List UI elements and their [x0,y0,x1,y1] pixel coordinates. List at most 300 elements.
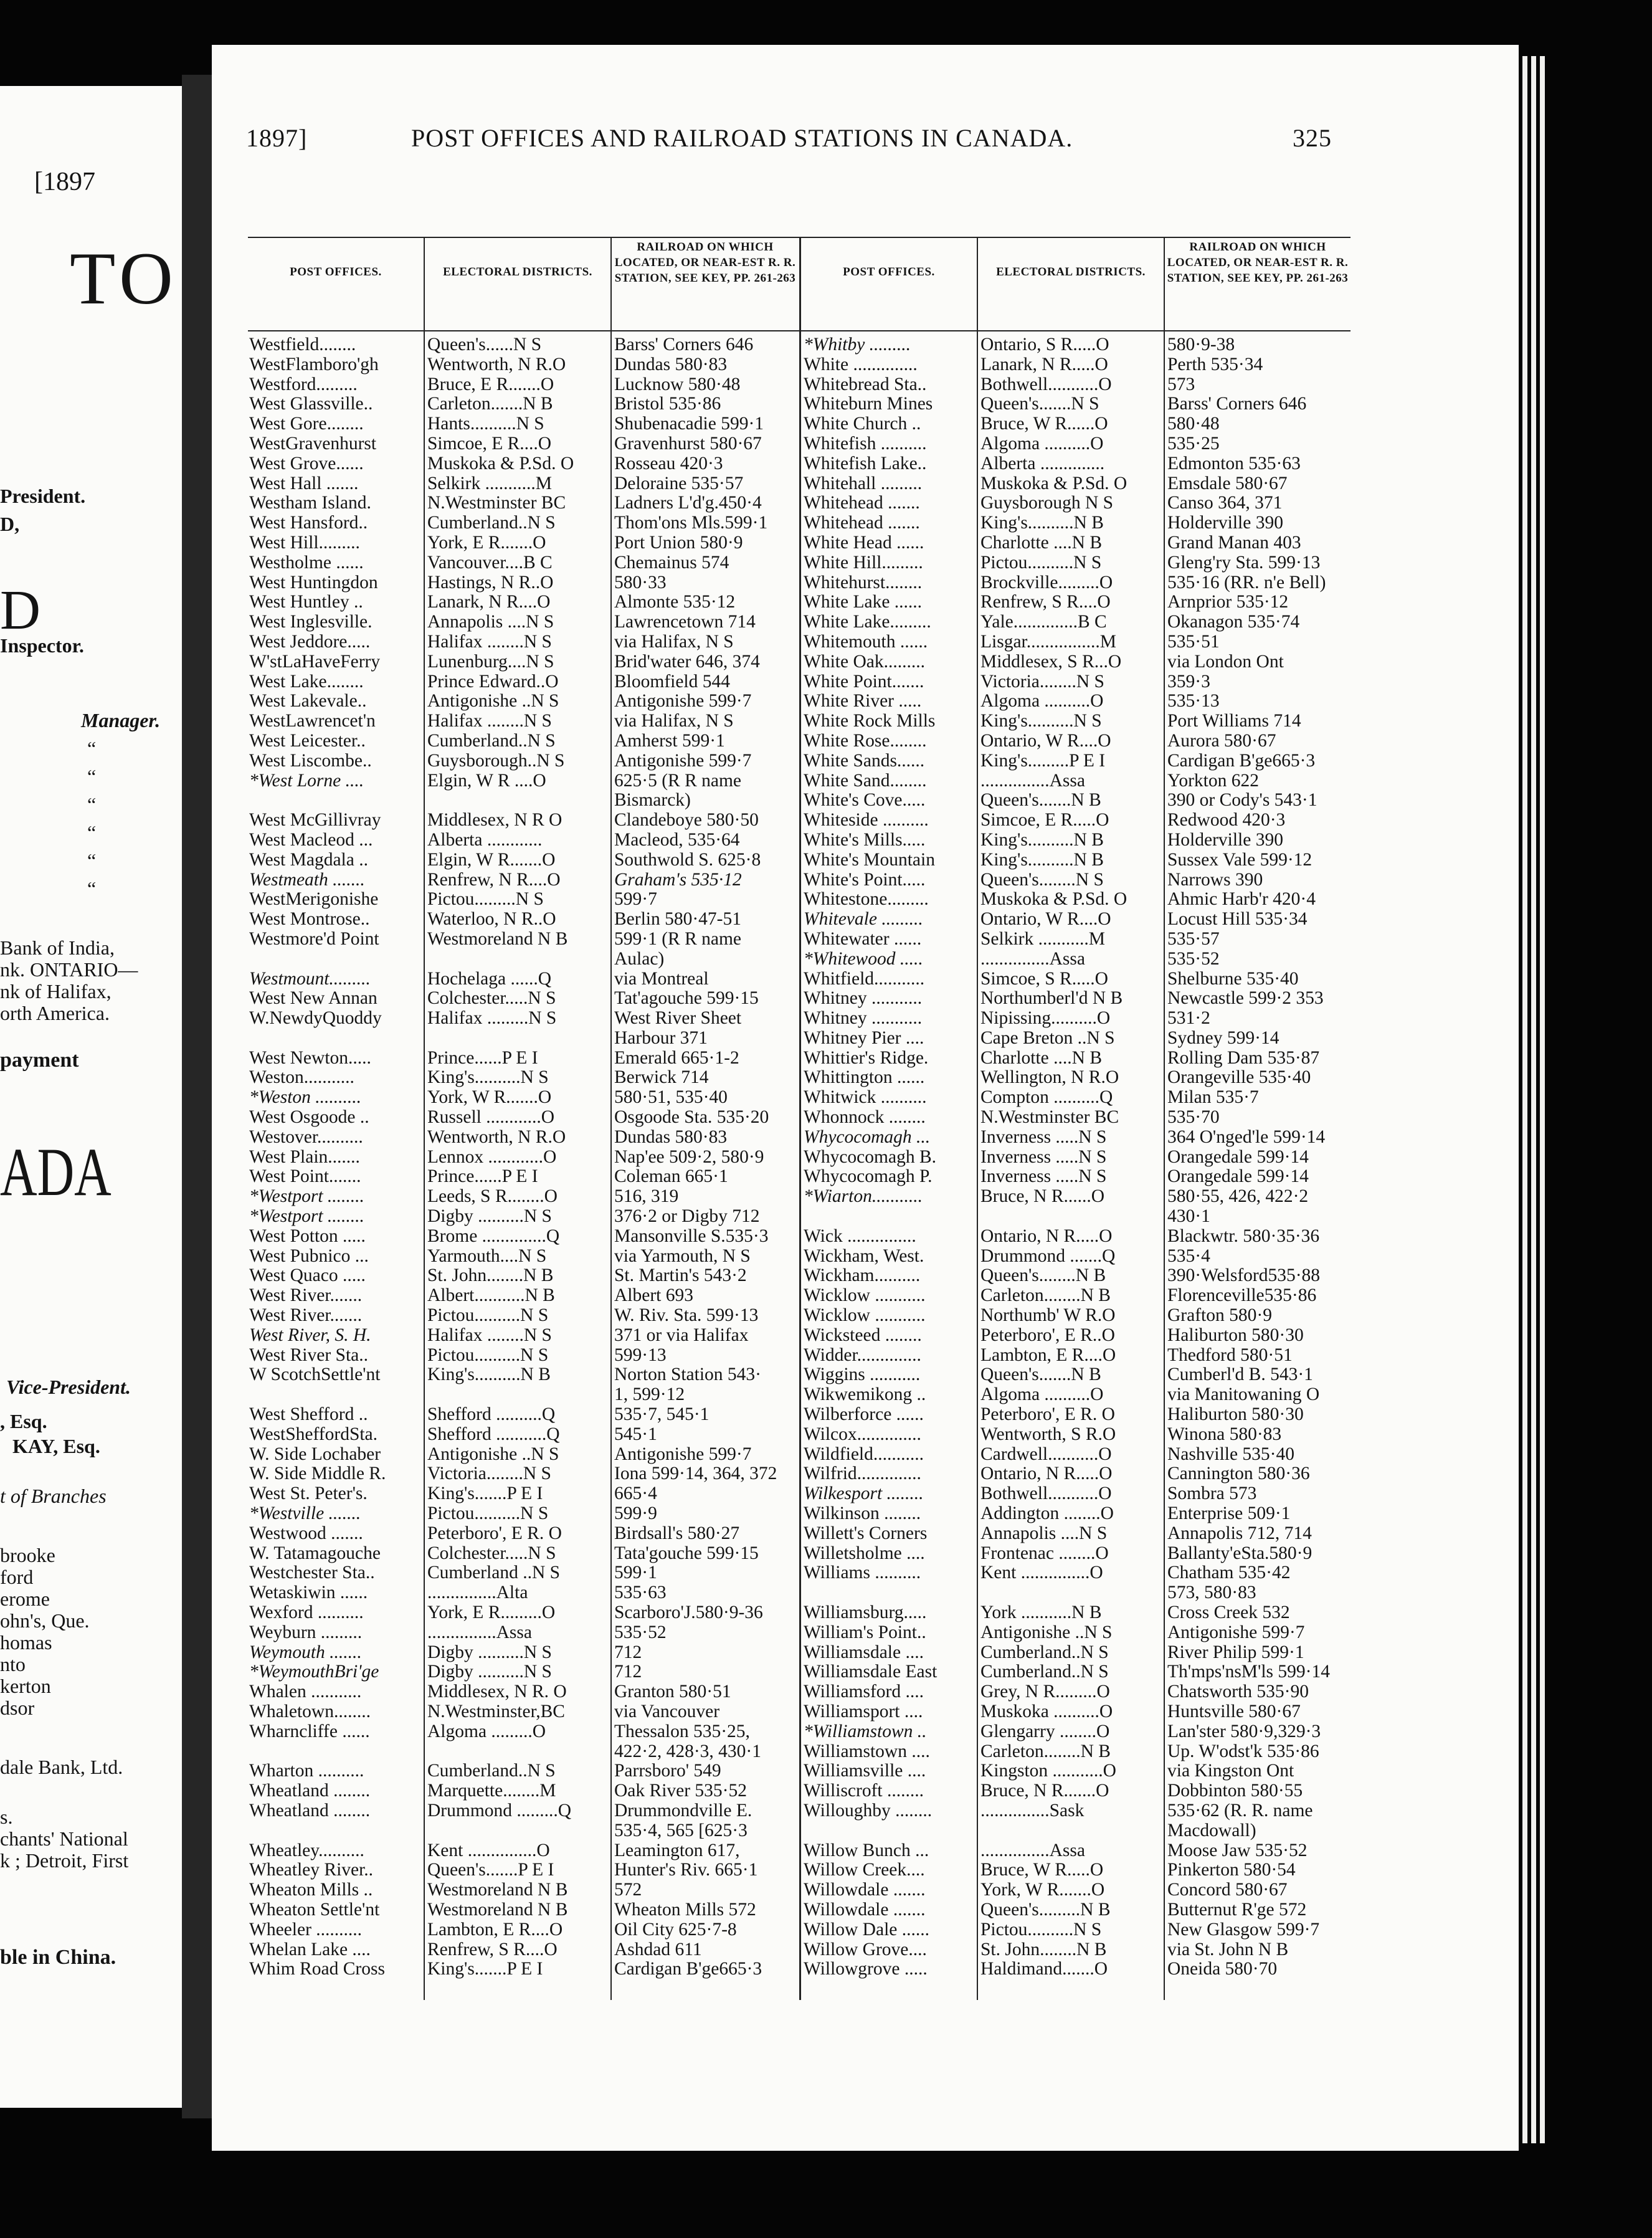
electoral-district [427,1385,609,1405]
railroad-station: Bloomfield 544 [614,672,731,692]
railroad-station: Moose Jaw 535·52 [1167,1840,1308,1860]
left-page-manager: Manager. [81,709,161,731]
railroad-station: Port Williams 714 [1167,712,1301,731]
electoral-district: Algoma ..........O [980,434,1104,454]
railroad-station: 580·9-38 [1167,335,1235,355]
column-rule [977,237,978,2000]
railroad-station: Parrsboro' 549 [614,1761,721,1781]
left-page-year: [1897 [34,168,95,196]
post-office-name: WestGravenhurst [249,434,377,454]
post-office-name: West River, S. H. [249,1325,371,1345]
railroad-station: Aulac) [614,949,665,969]
electoral-district: Halifax ........N S [427,1325,552,1345]
railroad-station: Almonte 535·12 [614,593,736,612]
railroad-station: via Halifax, N S [614,632,734,652]
railroad-station: Chemainus 574 [614,553,729,573]
electoral-district [427,791,609,811]
post-office-name: Williamsburg..... [804,1603,927,1622]
post-office-name: Whonnock ........ [804,1108,926,1128]
railroad-station: 580·48 [1167,414,1220,434]
post-office-name: West Gore........ [249,414,364,434]
electoral-district: Cape Breton ..N S [980,1028,1115,1048]
post-office-name: Williscroft ........ [804,1781,924,1801]
electoral-district: Westmoreland N B [427,1880,568,1900]
railroad-station: 535·4, 565 [625·3 [614,1821,748,1840]
electoral-district: Cumberland..N S [980,1662,1109,1682]
railroad-station: Oil City 625·7-8 [614,1920,737,1940]
post-office-name: Westfield........ [249,335,356,355]
post-office-name: Willett's Corners [804,1523,928,1543]
electoral-district: Middlesex, N R O [427,811,563,831]
post-office-name: Wickham.......... [804,1266,921,1286]
railroad-station: Ashdad 611 [614,1940,702,1959]
electoral-district: Prince......P E I [427,1048,538,1068]
post-office-name: Whitemouth ...... [804,632,928,652]
electoral-district: Antigonishe ..N S [427,692,559,712]
railroad-station: 359·3 [1167,672,1210,692]
electoral-district: Alberta .............. [980,454,1105,474]
electoral-district: Charlotte ....N B [980,1048,1103,1068]
post-office-name: Willowdale ....... [804,1880,926,1900]
electoral-district: Wentworth, N R.O [427,1127,566,1147]
electoral-district: King's.......P E I [427,1484,543,1504]
railroad-station: via London Ont [1167,652,1284,672]
railroad-station: Sussex Vale 599·12 [1167,850,1313,870]
post-office-name: West Quaco ..... [249,1266,366,1286]
post-office-name: Willowgrove ..... [804,1959,928,1979]
left-page-repayment: payment [0,1049,79,1072]
post-office-name: Whitwick .......... [804,1088,927,1108]
railroad-station: Drummondville E. [614,1801,752,1821]
railroad-station: Wheaton Mills 572 [614,1900,756,1920]
railroad-station: Deloraine 535·57 [614,474,744,493]
electoral-district: Peterboro', E R. O [427,1523,562,1543]
post-office-name: WestLawrencet'n [249,712,376,731]
electoral-district: King's..........N B [980,513,1104,533]
post-office-name: *Weston .......... [249,1088,362,1108]
post-office-name: White Church .. [804,414,921,434]
post-office-name: Whitehall ......... [804,474,923,493]
railroad-station: Bristol 535·86 [614,394,721,414]
electoral-district: Victoria........N S [980,672,1104,692]
column-rule [424,237,425,2000]
electoral-district: Annapolis ....N S [980,1523,1108,1543]
electoral-district: N.Westminster,BC [427,1702,565,1721]
railroad-station: 573, 580·83 [1167,1583,1256,1603]
electoral-district: Cumberland..N S [980,1642,1109,1662]
railroad-station: 580·33 [614,573,667,593]
post-office-name: Willowdale ....... [804,1900,926,1920]
post-office-name: Williamstown .... [804,1741,930,1761]
railroad-station: 371 or via Halifax [614,1325,749,1345]
post-office-name: Wick ............... [804,1226,916,1246]
post-office-name: West Inglesville. [249,612,373,632]
post-office-name: Williamsdale .... [804,1642,924,1662]
left-page-bank-line: orth America. [0,1002,110,1024]
post-office-name: Wildfield........... [804,1444,924,1464]
electoral-district: ...............Sask [980,1801,1085,1821]
post-office-name: Whitehead ....... [804,493,920,513]
post-office-name: Wharton .......... [249,1761,364,1781]
post-office-name: West Liscombe.. [249,751,372,771]
post-office-name: Willow Bunch ... [804,1840,929,1860]
electoral-district: Yarmouth....N S [427,1246,547,1266]
railroad-station: via Yarmouth, N S [614,1246,751,1266]
electoral-district: ...............Assa [427,1622,532,1642]
railroad-station: via Montreal [614,969,709,989]
header-year: 1897] [246,124,308,152]
left-page-misc: s. [0,1806,13,1828]
electoral-district: Russell ............O [427,1108,555,1128]
electoral-district: Middlesex, S R...O [980,652,1122,672]
railroad-station: Newcastle 599·2 353 [1167,989,1324,1009]
railroad-station: Chatham 535·42 [1167,1563,1291,1583]
railroad-station: Osgoode Sta. 535·20 [614,1108,769,1128]
railroad-station: Emerald 665·1-2 [614,1048,739,1068]
post-office-name: West Grove...... [249,454,364,474]
header-electoral-districts: ELECTORAL DISTRICTS. [996,265,1146,279]
post-office-name: Wilcox.............. [804,1424,921,1444]
electoral-district: Halifax ........N S [427,632,552,652]
electoral-district: Wentworth, N R.O [427,355,566,374]
electoral-district: Colchester.....N S [427,1543,556,1563]
railroad-station: Locust Hill 535·34 [1167,910,1308,930]
railroad-station: Macleod, 535·64 [614,830,740,850]
railroad-station: 599·13 [614,1345,667,1365]
electoral-district: Leeds, S R........O [427,1187,558,1207]
ditto-mark: “ [87,793,97,816]
railroad-station: Th'mps'nsM'ls 599·14 [1167,1662,1330,1682]
post-office-name: *WeymouthBri'ge [249,1662,379,1682]
post-office-name: Wicklow ........... [804,1306,926,1326]
post-office-name: West Hill......... [249,533,360,553]
post-office-name: Whitestone......... [804,890,929,910]
post-office-name: W.NewdyQuoddy [249,1009,382,1029]
railroad-station: Concord 580·67 [1167,1880,1288,1900]
electoral-district: Ontario, N R.....O [980,1464,1113,1484]
header-post-offices: POST OFFICES. [843,265,935,279]
post-office-name: West Osgoode .. [249,1108,369,1128]
column-rule [1164,237,1165,2000]
column-rule [610,237,612,2000]
post-office-name [249,1385,422,1405]
post-office-name: White's Mountain [804,850,935,870]
electoral-district: Guysborough N S [980,493,1114,513]
post-office-name: Wheatland ........ [249,1781,371,1801]
electoral-district: Halifax ........N S [427,712,552,731]
railroad-station: via Kingston Ont [1167,1761,1294,1781]
post-office-name: West Montrose.. [249,910,370,930]
railroad-station: via Manitowaning O [1167,1385,1320,1405]
electoral-district: Digby ..........N S [427,1642,552,1662]
post-office-name: Wilkinson ........ [804,1504,921,1524]
electoral-district: Simcoe, E R....O [427,434,552,454]
electoral-district: St. John........N B [427,1266,554,1286]
post-office-name: W'stLaHaveFerry [249,652,381,672]
post-office-name: Williamsdale East [804,1662,938,1682]
left-page-branch: kerton [0,1675,51,1697]
railroad-station: Arnprior 535·12 [1167,593,1289,612]
post-office-name: Westmore'd Point [249,929,379,949]
railroad-station: 599·7 [614,890,657,910]
post-office-name: West Potton ..... [249,1226,366,1246]
post-office-name [249,950,422,969]
electoral-district: ...............Alta [427,1583,528,1603]
railroad-station: 376·2 or Digby 712 [614,1207,760,1227]
post-office-name: Wicklow ........... [804,1286,926,1306]
post-office-table [248,237,1351,2000]
left-page-president: President. [0,485,86,507]
electoral-district: Lisgar................M [980,632,1116,652]
railroad-station: Redwood 420·3 [1167,811,1286,831]
left-page-bank-line: nk of Halifax, [0,980,112,1002]
railroad-station: 1, 599·12 [614,1385,685,1405]
railroad-station: Cardigan B'ge665·3 [614,1959,762,1979]
railroad-station: 535·70 [1167,1108,1220,1128]
electoral-district: Annapolis ....N S [427,612,554,632]
electoral-district: Yale..............B C [980,612,1107,632]
post-office-name: W. Side Middle R. [249,1464,386,1484]
left-page-vice-president: Vice-President. [6,1376,131,1398]
ditto-mark: “ [87,765,97,788]
electoral-district: Frontenac ........O [980,1543,1109,1563]
post-office-name: Weyburn ......... [249,1622,363,1642]
post-office-name: West Hall ....... [249,474,359,493]
electoral-district: Algoma .........O [427,1721,546,1741]
electoral-district: Lennox ............O [427,1147,557,1167]
railroad-station: Nashville 535·40 [1167,1444,1295,1464]
railroad-station: Granton 580·51 [614,1682,731,1702]
post-office-name: WestFlamboro'gh [249,355,379,374]
railroad-station: 712 [614,1662,642,1682]
railroad-station: 535·62 (R. R. name [1167,1801,1313,1821]
electoral-district: Peterboro', E R..O [980,1325,1115,1345]
electoral-district: Queen's........N B [980,1266,1106,1286]
post-office-name: Weymouth ....... [249,1642,362,1662]
railroad-station: Tata'gouche 599·15 [614,1543,759,1563]
post-office-name: West Macleod ... [249,830,373,850]
electoral-district: Northumberl'd N B [980,989,1123,1009]
electoral-district: Bruce, W R.....O [980,1860,1104,1880]
electoral-district: Queen's.........N B [980,1900,1111,1920]
post-office-name: Whittier's Ridge. [804,1048,929,1068]
left-page-branch: nto [0,1653,26,1675]
railroad-station: Antigonishe 599·7 [1167,1622,1305,1642]
electoral-district: Muskoka & P.Sd. O [427,454,574,474]
post-office-name: Wicksteed ........ [804,1325,922,1345]
electoral-district: Antigonishe ..N S [980,1622,1113,1642]
left-district-column [427,335,609,1979]
electoral-district [427,1742,609,1762]
left-page-branch: homas [0,1631,52,1654]
electoral-district: Kingston ...........O [980,1761,1116,1781]
post-office-name: West River....... [249,1306,363,1326]
post-office-name [804,1821,976,1841]
railroad-station: 535·52 [614,1622,667,1642]
post-office-name: *Westport ........ [249,1187,364,1207]
electoral-district: York, E R.........O [427,1603,556,1622]
left-railroad-column [614,335,799,1979]
left-page-branch: erome [0,1588,50,1610]
railroad-station: 422·2, 428·3, 430·1 [614,1741,761,1761]
electoral-district: Hants..........N S [427,414,544,434]
post-office-name: WestSheffordSta. [249,1424,378,1444]
post-office-name [249,1742,422,1762]
electoral-district: King's..........N S [980,712,1102,731]
electoral-district: Charlotte ....N B [980,533,1103,553]
post-office-name: West Magdala .. [249,850,368,870]
railroad-station: Barss' Corners 646 [614,335,754,355]
post-office-name: White Lake......... [804,612,931,632]
page-number: 325 [1293,124,1332,152]
electoral-district: Wentworth, S R.O [980,1424,1116,1444]
post-office-name: West Lakevale.. [249,692,367,712]
railroad-station: Southwold S. 625·8 [614,850,761,870]
left-page-misc: chants' National [0,1827,128,1850]
column-rule [799,237,801,2000]
post-office-name: Whycocomagh ... [804,1127,931,1147]
post-office-name: West River Sta.. [249,1345,368,1365]
post-office-name: Willow Dale ...... [804,1920,929,1940]
post-office-name: Wheeler .......... [249,1920,363,1940]
railroad-station: Ahmic Harb'r 420·4 [1167,890,1316,910]
post-office-name: Westwood ....... [249,1523,363,1543]
electoral-district: Lanark, N R.....O [980,355,1108,374]
post-office-name: Westchester Sta.. [249,1563,375,1583]
post-office-name: Whiteburn Mines [804,394,933,414]
railroad-station: Haliburton 580·30 [1167,1405,1304,1425]
electoral-district: King's.......P E I [427,1959,543,1979]
left-page-big-text-1: TO [70,237,178,320]
post-office-name: Whitney ........... [804,989,923,1009]
post-office-name: West Plain....... [249,1147,360,1167]
post-office-name: Westholme ...... [249,553,364,573]
electoral-district: York, E R.......O [427,533,546,553]
electoral-district: Selkirk ...........M [427,474,552,493]
electoral-district [427,1821,609,1841]
railroad-station: 545·1 [614,1424,657,1444]
railroad-station: 390·Welsford535·88 [1167,1266,1321,1286]
electoral-district: Bruce, E R.......O [427,374,554,394]
electoral-district: Hastings, N R..O [427,573,554,593]
post-office-name: West Pubnico ... [249,1246,369,1266]
electoral-district [427,950,609,969]
electoral-district: Lambton, E R....O [980,1345,1116,1365]
railroad-station: 430·1 [1167,1207,1210,1227]
post-office-name: Weston........... [249,1068,354,1088]
electoral-district: Muskoka ..........O [980,1702,1113,1721]
railroad-station: Holderville 390 [1167,830,1283,850]
post-office-name: Whelan Lake .... [249,1940,371,1959]
post-office-name: West Huntingdon [249,573,378,593]
post-office-name: Whitefish Lake.. [804,454,927,474]
electoral-district: Marquette........M [427,1781,556,1801]
left-page-inspector: Inspector. [0,634,84,657]
electoral-district: Simcoe, S R.....O [980,969,1108,989]
railroad-station: Enterprise 509·1 [1167,1504,1291,1524]
railroad-station: Cardigan B'ge665·3 [1167,751,1316,771]
post-office-name: West Jeddore..... [249,632,371,652]
electoral-district: Lanark, N R....O [427,593,551,612]
post-office-name: White Sand........ [804,771,927,791]
electoral-district: Selkirk ...........M [980,929,1105,949]
right-post-office-column [804,335,976,1979]
electoral-district: Pictou..........N S [427,1504,549,1524]
railroad-station: 572 [614,1880,642,1900]
post-office-name [804,1583,976,1603]
post-office-name: White Lake ...... [804,593,923,612]
post-office-name: Whitehurst........ [804,573,923,593]
ditto-mark: “ [87,877,97,900]
railroad-station: River Philip 599·1 [1167,1642,1304,1662]
electoral-district: Drummond .........Q [427,1801,572,1821]
post-office-name: *West Lorne .... [249,771,364,791]
post-office-name: White Rose........ [804,731,927,751]
electoral-district: Queen's.......N B [980,1365,1101,1385]
post-office-name: Wharncliffe ...... [249,1721,370,1741]
post-office-name: White Hill......... [804,553,923,573]
electoral-district: Queen's........N S [980,870,1104,890]
post-office-name: West Lake........ [249,672,364,692]
railroad-station: Rolling Dam 535·87 [1167,1048,1320,1068]
railroad-station: Huntsville 580·67 [1167,1702,1301,1721]
electoral-district: Queen's......N S [427,335,542,355]
railroad-station: Lawrencetown 714 [614,612,756,632]
post-office-name: Whim Road Cross [249,1959,385,1979]
railroad-station: Cannington 580·36 [1167,1464,1310,1484]
railroad-station: 665·4 [614,1484,657,1504]
post-office-name: Whitney ........... [804,1009,923,1029]
electoral-district: N.Westminster BC [980,1108,1119,1128]
electoral-district: Digby ..........N S [427,1207,552,1227]
electoral-district: Drummond .......Q [980,1246,1116,1266]
electoral-district: Northumb' W R.O [980,1306,1116,1326]
left-page-bank-ltd: dale Bank, Ltd. [0,1756,123,1778]
post-office-name: Willow Grove.... [804,1940,927,1959]
railroad-station: Nap'ee 509·2, 580·9 [614,1147,764,1167]
post-office-name: West Huntley .. [249,593,363,612]
post-office-name: White Oak......... [804,652,925,672]
railroad-station: 364 O'nged'le 599·14 [1167,1127,1326,1147]
left-page-big-text-3: ADA [0,1134,112,1210]
post-office-name: Wilfrid.............. [804,1464,921,1484]
post-office-name: Wheatley.......... [249,1840,364,1860]
electoral-district: Pictou..........N S [980,553,1102,573]
railroad-station: via Vancouver [614,1702,720,1721]
railroad-station: Lan'ster 580·9,329·3 [1167,1721,1321,1741]
railroad-station: 390 or Cody's 543·1 [1167,791,1317,811]
railroad-station: Gleng'ry Sta. 599·13 [1167,553,1321,573]
railroad-station: Amherst 599·1 [614,731,725,751]
post-office-name: Whitehead ....... [804,513,920,533]
electoral-district: Bothwell...........O [980,374,1112,394]
railroad-station: Florenceville535·86 [1167,1286,1317,1306]
railroad-station: 599·9 [614,1504,657,1524]
railroad-station: Graham's 535·12 [614,870,742,890]
electoral-district: Brome ..............Q [427,1226,560,1246]
post-office-name: *Whitewood ..... [804,949,923,969]
railroad-station: 535·63 [614,1583,667,1603]
electoral-district: Cardwell...........O [980,1444,1112,1464]
post-office-name: W ScotchSettle'nt [249,1365,381,1385]
post-office-name: *Wiarton........... [804,1187,923,1207]
electoral-district: Muskoka & P.Sd. O [980,890,1127,910]
electoral-district: Nipissing..........O [980,1009,1111,1029]
railroad-station: Sombra 573 [1167,1484,1257,1504]
railroad-station: Thessalon 535·25, [614,1721,750,1741]
electoral-district [980,1821,1162,1841]
post-office-name: Williams .......... [804,1563,921,1583]
